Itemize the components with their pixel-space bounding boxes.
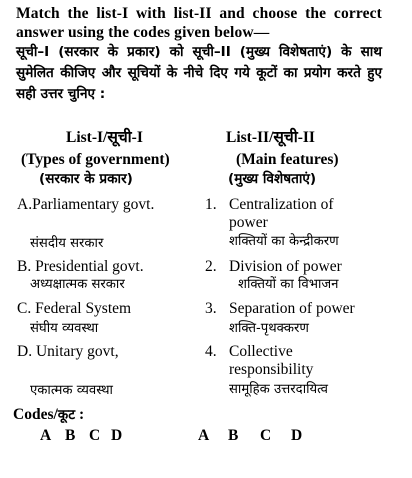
list1-item-b: B. Presidential govt. (17, 258, 144, 275)
list2-item-2-number: 2. (205, 258, 217, 275)
list1-item-d-hindi: एकात्मक व्यवस्था (30, 383, 113, 398)
codes-header-left-c: C (89, 427, 101, 444)
list1-subheading-hindi: (सरकार के प्रकार) (39, 171, 133, 187)
list2-heading: List-II/सूची-II (226, 129, 315, 146)
list2-item-3-hindi: शक्ति-पृथक्करण (229, 321, 309, 336)
codes-header-right-c: C (260, 427, 272, 444)
codes-header-left-b: B (65, 427, 76, 444)
list2-item-4: Collective (229, 343, 293, 360)
list1-heading: List-I/सूची-I (66, 129, 143, 146)
question-english: Match the list-I with list-II and choose the correct answer using the codes given below— (16, 5, 382, 41)
list2-item-1-hindi: शक्तियों का केन्द्रीकरण (229, 234, 339, 249)
list2-item-1-cont: power (229, 214, 268, 231)
list2-item-2-hindi: शक्तियों का विभाजन (238, 277, 339, 292)
list2-subheading-english: (Main features) (236, 151, 339, 168)
codes-label-hindi: कूट (57, 407, 76, 423)
list2-item-4-cont: responsibility (229, 361, 314, 378)
list1-subheading-english: (Types of government) (21, 151, 170, 168)
codes-label-colon: : (75, 406, 85, 423)
codes-header-right-d: D (291, 427, 303, 444)
codes-header-left-a: A (40, 427, 52, 444)
list1-item-c-hindi: संघीय व्यवस्था (30, 321, 99, 336)
codes-label-english: Codes/ (13, 406, 58, 423)
codes-label (13, 404, 84, 424)
list1-item-d: D. Unitary govt, (17, 343, 119, 360)
codes-header-right-a: A (198, 427, 210, 444)
list1-item-a-hindi: संसदीय सरकार (30, 236, 104, 251)
list2-item-1-number: 1. (205, 196, 217, 213)
list2-item-1: Centralization of (229, 196, 334, 213)
list1-item-a: A.Parliamentary govt. (17, 196, 155, 213)
list1-item-b-hindi: अध्यक्षात्मक सरकार (30, 277, 125, 292)
list2-item-4-number: 4. (205, 343, 217, 360)
list1-item-c: C. Federal System (17, 300, 132, 317)
list2-item-4-hindi: सामूहिक उत्तरदायित्व (229, 382, 328, 397)
question-text (16, 4, 382, 105)
question-hindi: सूची–I (सरकार के प्रकार) को सूची–II (मुख्य विशेषताएं) के साथ सुमेलित कीजिए और सूचियों के नीचे दिए गये कूटों का प्रयोग करते हुए सही उत्तर चुनिए : (16, 44, 382, 102)
list2-item-2: Division of power (229, 258, 342, 275)
list2-item-3-number: 3. (205, 300, 217, 317)
list2-item-3: Separation of power (229, 300, 355, 317)
codes-header-right-b: B (228, 427, 239, 444)
list2-subheading-hindi: (मुख्य विशेषताएं) (228, 171, 317, 187)
codes-header-left-d: D (111, 427, 123, 444)
